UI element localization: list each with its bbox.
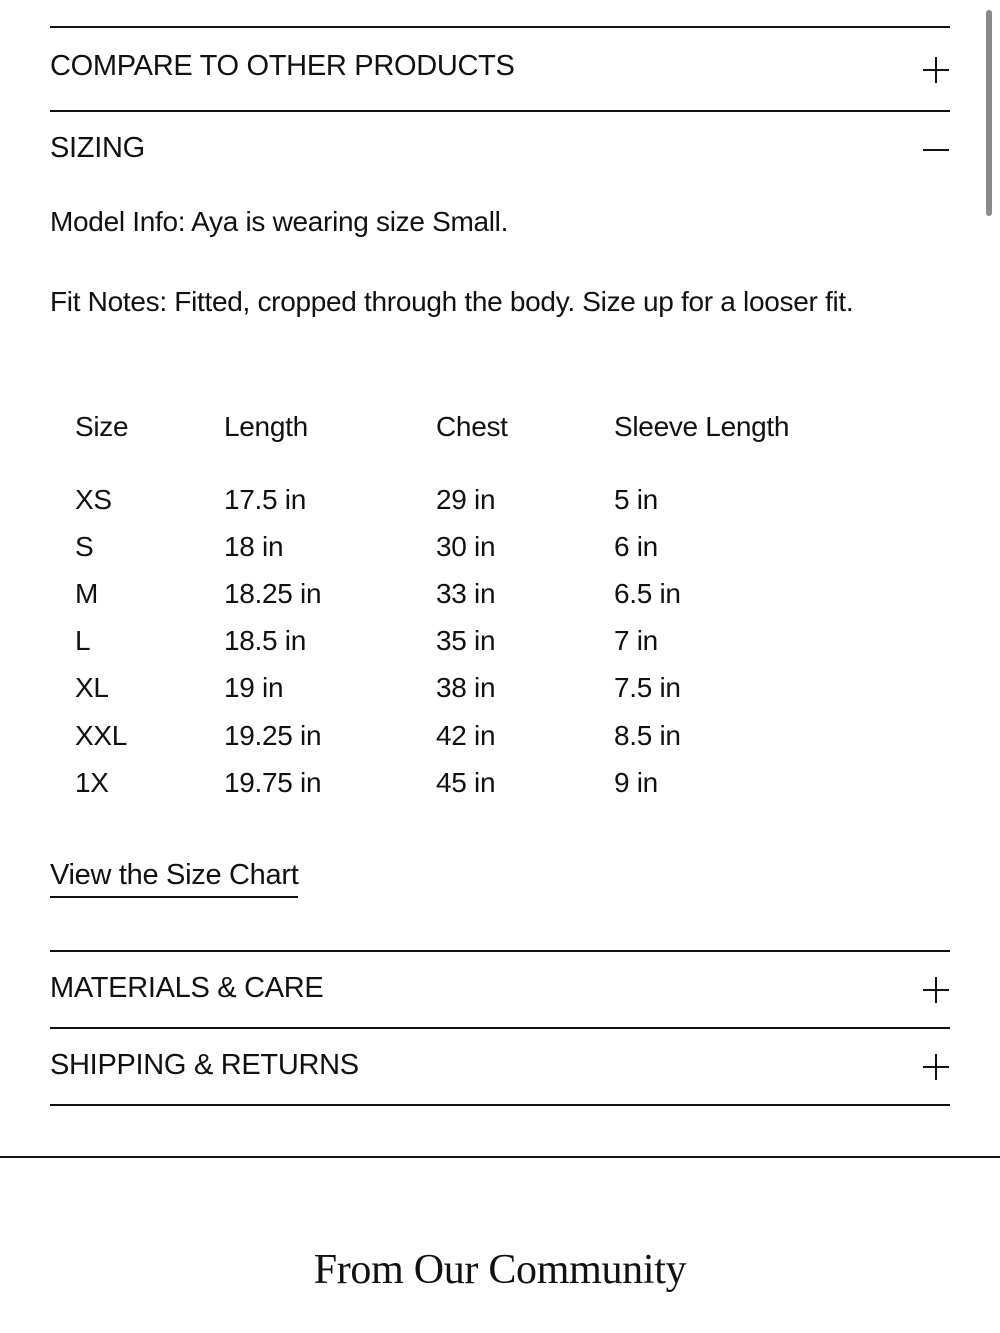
column-header-chest: Chest (436, 411, 508, 442)
column-header-sleeve-length: Sleeve Length (614, 411, 790, 442)
cell-chest: 35 in (436, 625, 496, 657)
table-row (75, 712, 874, 759)
cell-chest: 42 in (436, 719, 496, 751)
cell-chest: 38 in (436, 672, 496, 704)
table-row (75, 476, 874, 523)
cell-sleeve-length: 7 in (614, 625, 658, 657)
cell-size: XL (75, 672, 109, 704)
table-row (75, 759, 874, 806)
cell-length: 18.25 in (224, 577, 322, 609)
accordion-compare-title: COMPARE TO OTHER PRODUCTS (50, 50, 515, 82)
cell-length: 18 in (224, 530, 284, 562)
plus-icon[interactable] (922, 1053, 950, 1081)
column-header-length: Length (224, 411, 308, 442)
cell-size: L (75, 625, 91, 657)
page-scrollbar-thumb[interactable] (986, 10, 992, 216)
size-measurements-table (75, 404, 874, 806)
cell-length: 19 in (224, 672, 284, 704)
cell-length: 19.75 in (224, 766, 322, 798)
table-row (75, 618, 874, 665)
community-heading: From Our Community (313, 1247, 687, 1293)
cell-sleeve-length: 6.5 in (614, 577, 681, 609)
minus-icon[interactable] (922, 136, 950, 164)
cell-length: 17.5 in (224, 483, 306, 515)
section-divider (0, 1156, 1000, 1158)
cell-size: 1X (75, 766, 109, 798)
cell-sleeve-length: 5 in (614, 483, 658, 515)
cell-chest: 45 in (436, 766, 496, 798)
table-row (75, 665, 874, 712)
divider (50, 110, 950, 112)
cell-size: XS (75, 483, 112, 515)
table-header-row (75, 404, 874, 476)
accordion-materials-header[interactable] (50, 962, 950, 1022)
accordion-shipping-header[interactable] (50, 1039, 950, 1099)
cell-size: M (75, 577, 99, 609)
cell-chest: 33 in (436, 577, 496, 609)
cell-length: 18.5 in (224, 625, 306, 657)
fit-notes-text: Fit Notes: Fitted, cropped through the body. Size up for a looser fit. (50, 286, 854, 317)
accordion-sizing-title: SIZING (50, 132, 145, 164)
cell-size: XXL (75, 719, 128, 751)
accordion-shipping-title: SHIPPING & RETURNS (50, 1049, 359, 1081)
table-row (75, 570, 874, 617)
divider (50, 950, 950, 952)
cell-chest: 29 in (436, 483, 496, 515)
accordion-materials-title: MATERIALS & CARE (50, 972, 324, 1004)
plus-icon[interactable] (922, 56, 950, 84)
cell-size: S (75, 530, 94, 562)
divider (50, 1027, 950, 1029)
column-header-size: Size (75, 411, 129, 442)
plus-icon[interactable] (922, 976, 950, 1004)
cell-chest: 30 in (436, 530, 496, 562)
cell-length: 19.25 in (224, 719, 322, 751)
cell-sleeve-length: 9 in (614, 766, 658, 798)
table-row (75, 523, 874, 570)
cell-sleeve-length: 8.5 in (614, 719, 681, 751)
accordion-sizing-header[interactable] (50, 122, 950, 182)
cell-sleeve-length: 7.5 in (614, 672, 681, 704)
divider (50, 26, 950, 28)
view-size-chart-link[interactable]: View the Size Chart (50, 855, 298, 898)
model-info-text: Model Info: Aya is wearing size Small. (50, 206, 509, 237)
accordion-compare-header[interactable] (50, 40, 950, 100)
cell-sleeve-length: 6 in (614, 530, 658, 562)
divider (50, 1104, 950, 1106)
